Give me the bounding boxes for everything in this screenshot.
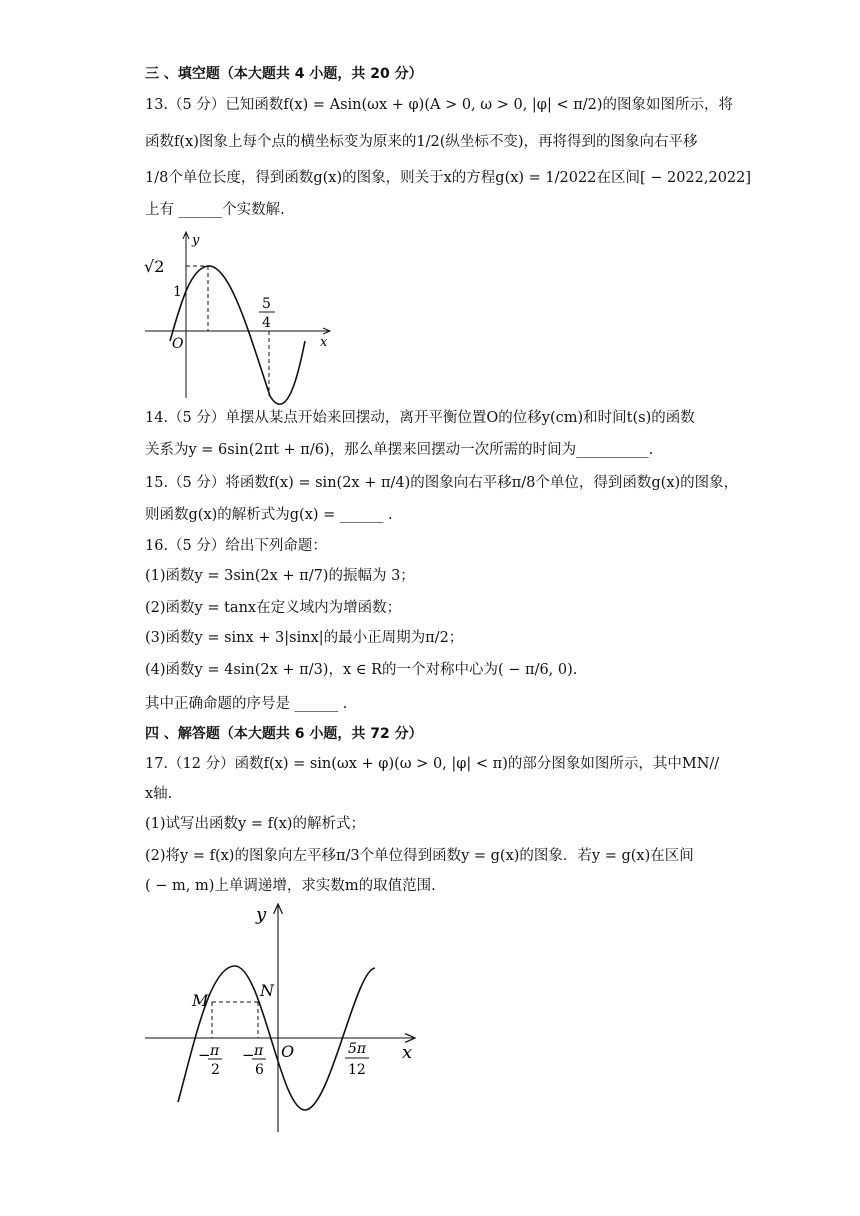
q17-tick3-den: 12 [348,1062,366,1078]
q16-line-1: 16.（5 分）给出下列命题： [145,538,327,554]
q13-peak-label: √2 [144,257,165,276]
section-3-heading: 三 、填空题（本大题共 4 小题，共 20 分） [145,66,423,82]
q13-line-4: 上有 ______个实数解. [145,202,285,218]
q13-origin-label: O [172,336,184,352]
q17-sine-graph [140,900,430,1140]
q17-part-1: (1)试写出函数y = f(x)的解析式； [145,816,365,832]
q17-part-2a: (2)将y = f(x)的图象向左平移π/3个单位得到函数y = g(x)的图象．若y = g(x)在区间 [145,848,694,864]
q13-curve [170,266,305,404]
q15-line-1: 15.（5 分）将函数f(x) = sin(2x + π/4)的图象向右平移π/8个单位，得到函数g(x)的图象， [145,475,739,491]
q17-tick2-den: 6 [255,1062,264,1078]
q14-line-1: 14.（5 分）单摆从某点开始来回摆动，离开平衡位置O的位移y(cm)和时间t(s)的函数 [145,410,695,426]
q17-point-m: M [192,991,209,1010]
q17-tick1-num: π [210,1043,220,1059]
q13-frac-num: 5 [262,296,271,312]
q17-tick3-num: 5π [348,1041,367,1057]
q16-item-3: (3)函数y = sinx + 3|sinx|的最小正周期为π/2； [145,630,464,646]
q16-conclusion: 其中正确命题的序号是 ______ . [145,696,348,712]
q17-line-1: 17.（12 分）函数f(x) = sin(ωx + φ)(ω > 0, |φ| < π)的部分图象如图所示，其中MN// [145,756,720,772]
q13-line-1: 13.（5 分）已知函数f(x) = Asin(ωx + φ)(A > 0, ω > 0, |φ| < π/2)的图象如图所示，将 [145,97,734,113]
q13-y-label: y [192,233,200,248]
q17-origin-label: O [281,1042,295,1061]
q13-sine-graph [140,226,340,406]
q13-x-label: x [320,335,328,350]
q17-tick2-num: π [254,1043,264,1059]
q15-line-2: 则函数g(x)的解析式为g(x) = ______ . [145,507,393,523]
q13-frac-den: 4 [262,315,271,331]
q13-one-label: 1 [173,284,182,300]
q17-tick1-minus: − [198,1046,211,1064]
q13-line-2: 函数f(x)图象上每个点的横坐标变为原来的1/2(纵坐标不变)，再将得到的图象向右平移 [145,134,698,150]
q17-y-label: y [256,904,267,925]
q17-tick2-minus: − [242,1046,255,1064]
q16-item-1: (1)函数y = 3sin(2x + π/7)的振幅为 3； [145,568,415,584]
q16-item-4: (4)函数y = 4sin(2x + π/3)，x ∈ R的一个对称中心为( − π/6, 0). [145,662,578,678]
q17-x-label: x [402,1042,413,1063]
q16-item-2: (2)函数y = tanx在定义域内为增函数； [145,600,402,616]
q17-part-2b: ( − m, m)上单调递增，求实数m的取值范围. [145,878,436,894]
q17-point-n: N [260,981,274,1000]
q17-line-2: x轴. [145,786,173,802]
q17-tick1-den: 2 [211,1062,220,1078]
q13-line-3: 1/8个单位长度，得到函数g(x)的图象，则关于x的方程g(x) = 1/2022在区间[ − 2022,2022] [145,170,752,186]
section-4-heading: 四 、解答题（本大题共 6 小题，共 72 分） [145,726,423,742]
q14-line-2: 关系为y = 6sin(2πt + π/6)，那么单摆来回摆动一次所需的时间为__________. [145,442,654,458]
